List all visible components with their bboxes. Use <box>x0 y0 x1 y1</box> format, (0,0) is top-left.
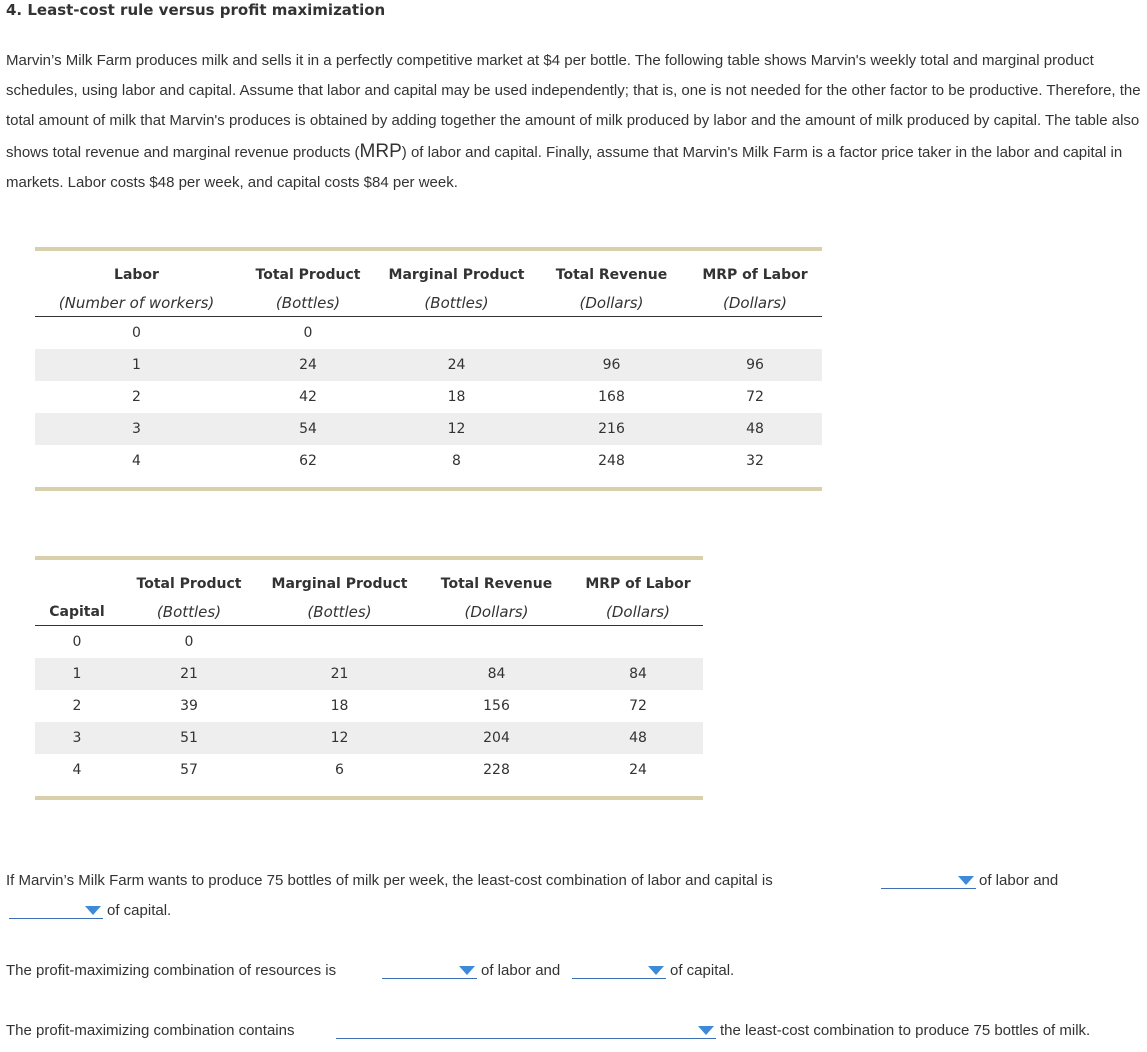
tr-col-unit: (Dollars) <box>535 289 688 317</box>
table-row <box>35 445 822 477</box>
table-row <box>35 626 703 659</box>
cell-tr <box>420 626 573 659</box>
cell-q: 2 <box>72 698 82 714</box>
intro-text-b: ) of labor and capital. Finally, assume that Marvin's Milk Farm is a factor price taker in the labor and capital in markets. Labor costs $48 per week, and capital costs $84 per week. <box>6 143 1123 191</box>
cell-q: 1 <box>35 658 119 690</box>
table-row <box>35 349 822 381</box>
cell-tp: 42 <box>299 389 317 405</box>
chevron-down-icon <box>958 876 974 885</box>
cell-mp: 12 <box>378 413 535 445</box>
chevron-down-icon <box>698 1026 714 1035</box>
q1-after-capital: of capital. <box>107 902 172 919</box>
tp-col-unit: (Bottles) <box>119 598 259 626</box>
q2-labor-dropdown[interactable] <box>382 964 477 979</box>
chevron-down-icon <box>85 906 101 915</box>
capital-table <box>35 556 703 800</box>
cell-mp: 6 <box>335 762 344 778</box>
cell-tr: 216 <box>535 413 688 445</box>
mrp-col-unit: (Dollars) <box>688 289 822 317</box>
cell-tr: 248 <box>598 453 625 469</box>
mp-col-header: Marginal Product <box>271 576 408 592</box>
cell-q: 0 <box>132 325 141 341</box>
table-row <box>35 658 703 690</box>
cell-mrp <box>688 317 822 350</box>
cell-mp <box>259 626 420 659</box>
problem-heading: 4. Least-cost rule versus profit maximization <box>6 1 386 19</box>
capital-col-header: Capital <box>35 598 119 626</box>
cell-tp: 21 <box>119 658 259 690</box>
cell-mrp <box>573 626 703 659</box>
table-row <box>35 754 703 786</box>
mp-col-header: Marginal Product <box>388 267 525 283</box>
table-top-bar <box>35 247 822 251</box>
intro-paragraph <box>6 46 1142 198</box>
cell-tp: 51 <box>119 722 259 754</box>
q2-capital-dropdown[interactable] <box>572 964 666 979</box>
cell-mp: 12 <box>259 722 420 754</box>
cell-mrp: 48 <box>688 413 822 445</box>
cell-tr <box>535 317 688 350</box>
cell-tp: 39 <box>180 698 198 714</box>
q2-text: The profit-maximizing combination of resources is <box>6 962 337 979</box>
cell-mp: 8 <box>452 453 461 469</box>
table-top-bar <box>35 556 703 560</box>
table-bottom-bar <box>35 487 822 491</box>
cell-mrp: 32 <box>746 453 764 469</box>
cell-mrp: 24 <box>629 762 647 778</box>
cell-mp: 24 <box>378 349 535 381</box>
q3-comparison-dropdown[interactable] <box>336 1024 716 1039</box>
cell-tr: 84 <box>420 658 573 690</box>
cell-mrp: 96 <box>688 349 822 381</box>
chevron-down-icon <box>648 966 664 975</box>
q1-labor-dropdown[interactable] <box>881 874 976 889</box>
cell-mp: 21 <box>259 658 420 690</box>
q3-text: The profit-maximizing combination contains <box>6 1022 295 1039</box>
cell-tp: 54 <box>238 413 378 445</box>
tp-col-header: Total Product <box>136 576 242 592</box>
table-row <box>35 722 703 754</box>
cell-mrp: 72 <box>629 698 647 714</box>
capital-col-header-blank <box>35 570 119 598</box>
cell-tr: 96 <box>535 349 688 381</box>
table-row <box>35 317 822 350</box>
q3-after: the least-cost combination to produce 75 bottles of milk. <box>720 1022 1091 1039</box>
mp-col-unit: (Bottles) <box>378 289 535 317</box>
intro-text-a: Marvin’s Milk Farm produces milk and sells it in a perfectly competitive market at $4 per bottle. The following table shows Marvin's weekly total and marginal product schedules, using labor and capital. Assume that labor and capital may be used independently; that is, one is not needed for the other factor to be productive. Therefore, the total amount of milk that Marvin's produces is obtained by adding together the amount of milk produced by labor and the amount of milk produced by capital. The table also shows total revenue and marginal revenue products ( <box>6 52 1141 161</box>
tp-col-header: Total Product <box>255 267 361 283</box>
mp-col-unit: (Bottles) <box>259 598 420 626</box>
cell-tr: 156 <box>483 698 510 714</box>
table-row <box>35 413 822 445</box>
mrp-col-header: MRP of Labor <box>585 576 691 592</box>
tp-col-unit: (Bottles) <box>238 289 378 317</box>
table-bottom-bar <box>35 796 703 800</box>
q2-after-labor: of labor and <box>481 962 561 979</box>
chevron-down-icon <box>459 966 475 975</box>
cell-tp: 62 <box>299 453 317 469</box>
tr-col-header: Total Revenue <box>440 576 553 592</box>
tr-col-unit: (Dollars) <box>420 598 573 626</box>
cell-tp: 24 <box>238 349 378 381</box>
cell-q: 1 <box>35 349 238 381</box>
cell-q: 2 <box>132 389 141 405</box>
q2-after-capital: of capital. <box>670 962 735 979</box>
cell-mrp: 48 <box>573 722 703 754</box>
labor-col-header: Labor <box>114 267 159 283</box>
mrp-abbrev: MRP <box>359 140 402 162</box>
cell-mrp: 84 <box>573 658 703 690</box>
cell-mrp: 72 <box>746 389 764 405</box>
cell-tr: 228 <box>483 762 510 778</box>
cell-tp: 0 <box>184 634 194 650</box>
mrp-col-unit: (Dollars) <box>573 598 703 626</box>
q1-after-labor: of labor and <box>979 872 1059 889</box>
cell-q: 3 <box>35 722 119 754</box>
cell-tr: 204 <box>420 722 573 754</box>
tr-col-header: Total Revenue <box>555 267 668 283</box>
q1-capital-dropdown[interactable] <box>9 904 103 919</box>
labor-table <box>35 247 822 491</box>
cell-mp: 18 <box>447 389 466 405</box>
table-row <box>35 690 703 722</box>
cell-mp: 18 <box>330 698 349 714</box>
cell-mp <box>378 317 535 350</box>
cell-tp: 0 <box>303 325 313 341</box>
cell-tr: 168 <box>598 389 625 405</box>
table-row <box>35 381 822 413</box>
cell-q: 0 <box>72 634 82 650</box>
cell-tp: 57 <box>180 762 198 778</box>
labor-col-unit: (Number of workers) <box>35 289 238 317</box>
cell-q: 4 <box>132 453 141 469</box>
q1-text: If Marvin’s Milk Farm wants to produce 75 bottles of milk per week, the least-cost combination of labor and capital is <box>6 872 773 889</box>
mrp-col-header: MRP of Labor <box>702 267 808 283</box>
cell-q: 3 <box>35 413 238 445</box>
cell-q: 4 <box>72 762 82 778</box>
